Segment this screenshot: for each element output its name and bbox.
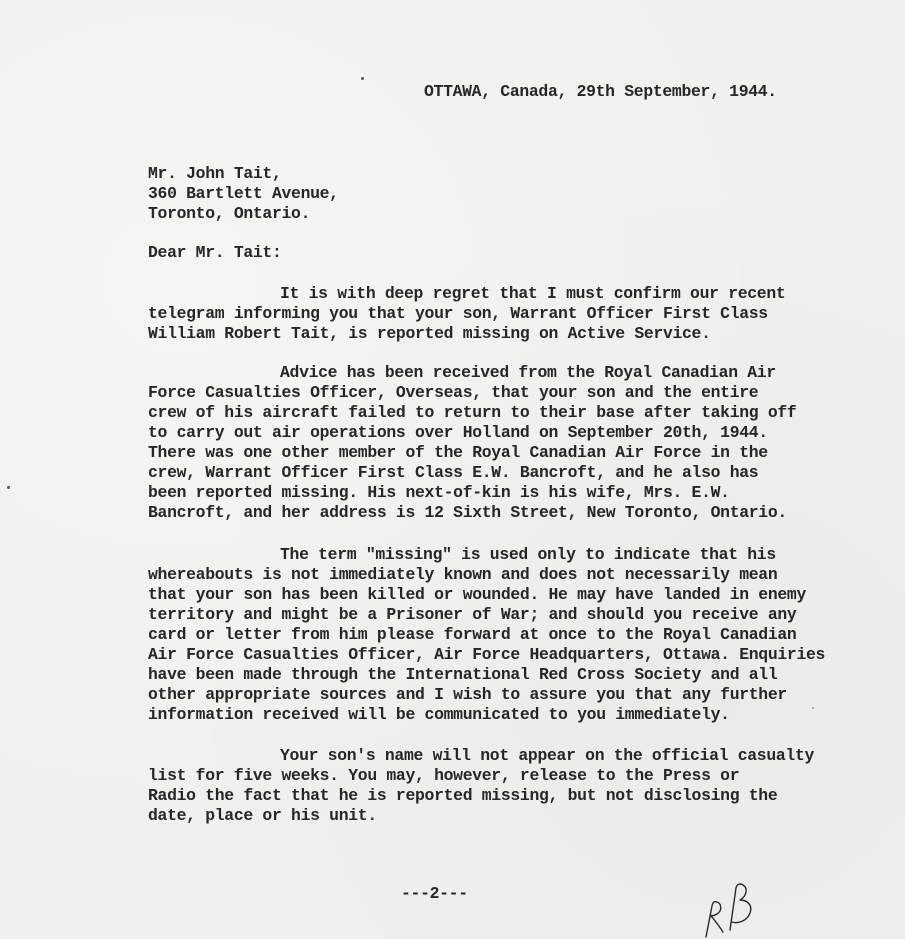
paragraph-line: whereabouts is not immediately known and does not necessarily mean: [148, 565, 778, 584]
paper-speck: [361, 77, 364, 80]
paper-speck: [812, 707, 814, 709]
paragraph-line: Radio the fact that he is reported missing, but not disclosing the: [148, 786, 778, 805]
paper-speck: [7, 486, 10, 489]
paragraph-line: The term "missing" is used only to indicate that his: [280, 545, 776, 564]
paragraph-line: Your son's name will not appear on the official casualty: [280, 746, 815, 765]
paragraph-line: crew, Warrant Officer First Class E.W. Bancroft, and he also has: [148, 463, 759, 482]
paragraph-line: There was one other member of the Royal Canadian Air Force in the: [148, 443, 768, 462]
paragraph-line: card or letter from him please forward at once to the Royal Canadian: [148, 625, 797, 644]
paragraph-line: been reported missing. His next-of-kin is his wife, Mrs. E.W.: [148, 483, 730, 502]
paragraph-line: William Robert Tait, is reported missing on Active Service.: [148, 324, 711, 343]
paragraph-line: territory and might be a Prisoner of War; and should you receive any: [148, 605, 797, 624]
paragraph-line: to carry out air operations over Holland on September 20th, 1944.: [148, 423, 768, 442]
paragraph-line: crew of his aircraft failed to return to their base after taking off: [148, 403, 797, 422]
paragraph-line: Air Force Casualties Officer, Air Force Headquarters, Ottawa. Enquiries: [148, 645, 826, 664]
paragraph-line: Advice has been received from the Royal Canadian Air: [280, 363, 776, 382]
paragraph-1: [148, 284, 785, 344]
paragraph-line: Bancroft, and her address is 12 Sixth Street, New Toronto, Ontario.: [148, 503, 787, 522]
dateline: OTTAWA, Canada, 29th September, 1944.: [424, 82, 777, 101]
paragraph-line: that your son has been killed or wounded. He may have landed in enemy: [148, 585, 806, 604]
salutation: Dear Mr. Tait:: [148, 243, 282, 262]
paragraph-line: have been made through the International Red Cross Society and all: [148, 665, 778, 684]
paragraph-line: telegram informing you that your son, Warrant Officer First Class: [148, 304, 768, 323]
paragraph-2: [148, 363, 796, 523]
paragraph-line: list for five weeks. You may, however, release to the Press or: [148, 766, 740, 785]
paragraph-4: [148, 746, 814, 826]
address-line-city: Toronto, Ontario.: [148, 204, 311, 223]
address-line-street: 360 Bartlett Avenue,: [148, 184, 339, 203]
paragraph-line: Force Casualties Officer, Overseas, that your son and the entire: [148, 383, 759, 402]
handwritten-initials-signature: [700, 880, 770, 939]
paragraph-3: [148, 545, 825, 725]
paragraph-line: information received will be communicated to you immediately.: [148, 705, 730, 724]
address-line-name: Mr. John Tait,: [148, 164, 282, 183]
paragraph-line: It is with deep regret that I must confirm our recent: [280, 284, 786, 303]
paragraph-line: date, place or his unit.: [148, 806, 377, 825]
paragraph-line: other appropriate sources and I wish to assure you that any further: [148, 685, 787, 704]
page-number-marker: ---2---: [401, 884, 468, 903]
